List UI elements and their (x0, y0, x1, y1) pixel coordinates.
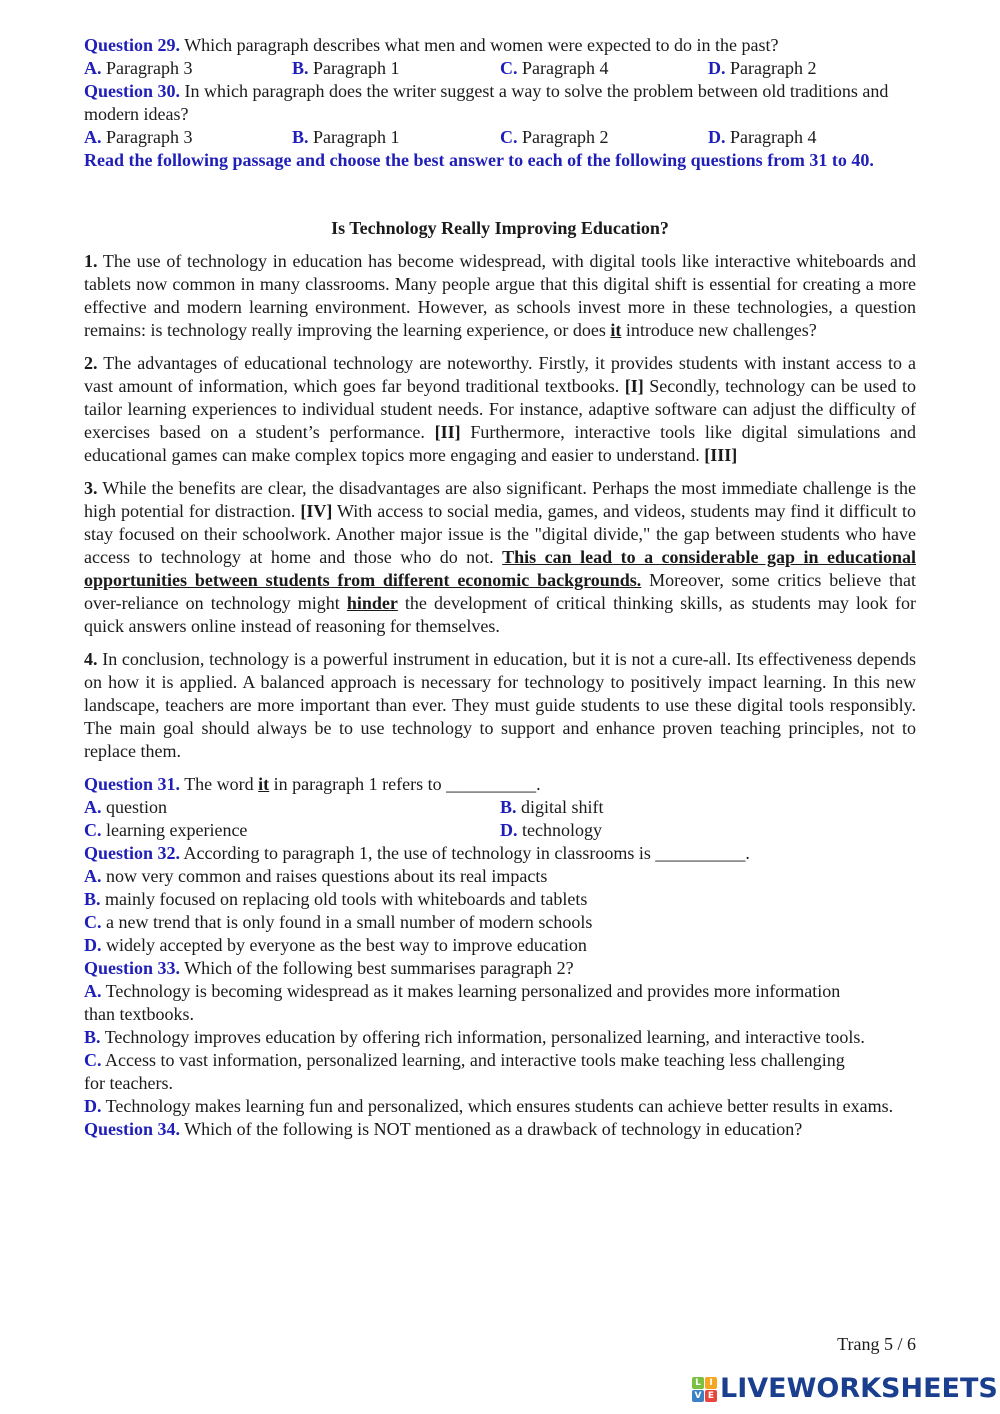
question-label: Question 30. (84, 81, 181, 101)
question-label: Question 29. (84, 35, 181, 55)
question-31-options-row-2 (84, 819, 916, 842)
question-30-options (84, 126, 916, 149)
insertion-marker-3: [III] (704, 445, 738, 465)
section-instruction: Read the following passage and choose the best answer to each of the following questions from 31 to 40. (84, 150, 874, 170)
insertion-marker-1: [I] (624, 376, 644, 396)
option-d[interactable]: D. widely accepted by everyone as the best way to improve education (84, 935, 587, 955)
question-29 (84, 34, 916, 57)
question-text: In which paragraph does the writer suggest a way to solve the problem between old traditions and modern ideas? (84, 81, 889, 124)
liveworksheets-logo (692, 1374, 998, 1404)
passage-paragraph-3: 3. While the benefits are clear, the disadvantages are also significant. Perhaps the most immediate challenge is the high potential for distraction. [IV] With access to social media, games, and videos, students may find it difficult to stay focused on their schoolwork. Another major issue is the "digital divide," the gap between students who have access to technology at home and those who do not. This can lead to a considerable gap in educational opportunities between students from different economic backgrounds. Moreover, some critics believe that over-reliance on technology might hinder the development of critical thinking skills, as students may look for quick answers online instead of reasoning for themselves. (84, 478, 917, 636)
option-d[interactable]: D. Paragraph 4 (708, 127, 817, 147)
option-a[interactable]: A. Paragraph 3 (84, 127, 193, 147)
option-c[interactable]: C. a new trend that is only found in a small number of modern schools (84, 912, 593, 932)
question-30 (84, 80, 916, 126)
option-c[interactable]: C. Paragraph 4 (500, 58, 609, 78)
question-31-options-row-1 (84, 796, 916, 819)
underlined-word-hinder: hinder (346, 593, 398, 613)
option-b[interactable]: B. digital shift (500, 797, 604, 817)
question-29-options (84, 57, 916, 80)
referent-word: it (610, 320, 622, 340)
question-34: Question 34. Which of the following is NOT mentioned as a drawback of technology in education? (84, 1119, 803, 1139)
passage-paragraph-4: 4. In conclusion, technology is a powerful instrument in education, but it is not a cure-all. Its effectiveness depends on how it is applied. A balanced approach is necessary for technology to positively impact learning. In this new landscape, teachers are more important than ever. They must guide students to use these digital tools responsibly. The main goal should always be to use technology to support and enhance proven teaching principles, not to replace them. (84, 649, 916, 761)
option-b[interactable]: B. Paragraph 1 (292, 127, 400, 147)
passage-paragraph-1: 1. The use of technology in education has become widespread, with digital tools like interactive whiteboards and tablets now common in many classrooms. Many people argue that this digital shift is essential for creating a more effective and modern learning environment. However, as schools invest more in these technologies, a question remains: is technology really improving the learning experience, or does it introduce new challenges? (84, 251, 916, 340)
insertion-marker-2: [II] (434, 422, 461, 442)
option-d[interactable]: D. technology (500, 820, 602, 840)
question-31: Question 31. The word it in paragraph 1 refers to __________. (84, 774, 541, 794)
worksheet-page (84, 34, 916, 1141)
option-a[interactable]: A. Technology is becoming widespread as it makes learning personalized and provides more information than textbooks. (84, 981, 841, 1024)
option-c[interactable]: C. Paragraph 2 (500, 127, 609, 147)
option-c[interactable]: C. Access to vast information, personalized learning, and interactive tools make teaching less challenging for teachers. (84, 1050, 845, 1093)
option-b[interactable]: B. Technology improves education by offering rich information, personalized learning, and interactive tools. (84, 1027, 865, 1047)
option-d[interactable]: D. Technology makes learning fun and personalized, which ensures students can achieve better results in exams. (84, 1096, 894, 1116)
option-a[interactable]: A. Paragraph 3 (84, 58, 193, 78)
passage-paragraph-2: 2. The advantages of educational technology are noteworthy. Firstly, it provides students with instant access to a vast amount of information, which goes far beyond traditional textbooks. [I] Secondly, technology can be used to tailor learning experiences to individual student needs. For instance, adaptive software can adjust the difficulty of exercises based on a student’s performance. [II] Furthermore, interactive tools like digital simulations and educational games can make complex topics more engaging and easier to understand. [III] (84, 353, 917, 465)
option-a[interactable]: A. question (84, 797, 167, 817)
option-c[interactable]: C. learning experience (84, 820, 248, 840)
option-a[interactable]: A. now very common and raises questions about its real impacts (84, 866, 548, 886)
option-d[interactable]: D. Paragraph 2 (708, 58, 817, 78)
question-text: Which paragraph describes what men and women were expected to do in the past? (180, 35, 779, 55)
logo-wordmark: LIVEWORKSHEETS (720, 1373, 998, 1404)
insertion-marker-4: [IV] (300, 501, 333, 521)
option-b[interactable]: B. mainly focused on replacing old tools with whiteboards and tablets (84, 889, 588, 909)
question-32: Question 32. According to paragraph 1, the use of technology in classrooms is __________. (84, 843, 750, 863)
page-number: Trang 5 / 6 (837, 1334, 916, 1354)
passage-title: Is Technology Really Improving Education? (331, 218, 669, 238)
option-b[interactable]: B. Paragraph 1 (292, 58, 400, 78)
question-33: Question 33. Which of the following best summarises paragraph 2? (84, 958, 574, 978)
live-grid-icon: L I V E (692, 1377, 717, 1402)
underlined-sentence: This can lead to a considerable gap in educational opportunities between students from different economic backgrounds. (84, 547, 916, 590)
